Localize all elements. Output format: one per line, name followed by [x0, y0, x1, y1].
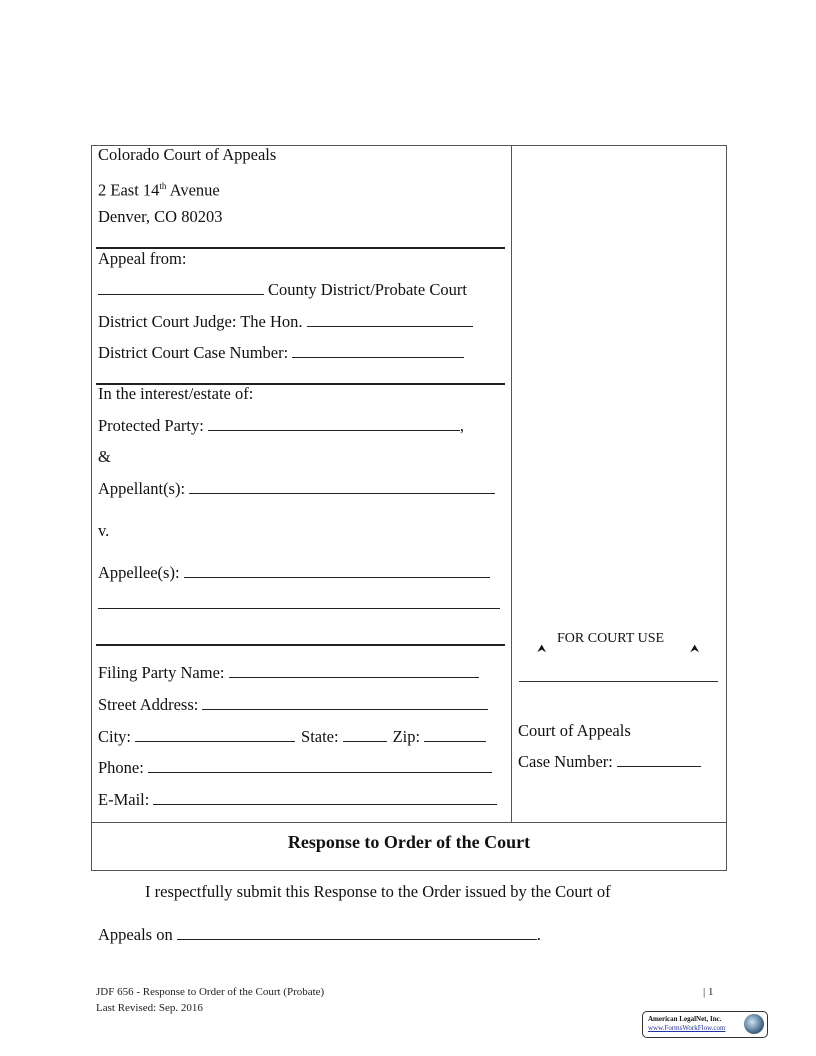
appellant-field[interactable]: Appellant(s):: [98, 479, 495, 499]
document-title: Response to Order of the Court: [287, 832, 531, 852]
phone-field[interactable]: Phone:: [98, 758, 492, 778]
versus: v.: [98, 521, 110, 540]
appellee-field[interactable]: Appellee(s):: [98, 563, 490, 583]
column-divider: [511, 145, 512, 823]
filing-party-name-field[interactable]: Filing Party Name:: [98, 663, 479, 683]
page-number: | 1: [703, 986, 714, 998]
court-use-rule: [519, 681, 718, 682]
globe-icon: [744, 1014, 764, 1034]
court-street: 2 East 14th Avenue: [98, 180, 220, 200]
logo-name: American LegalNet, Inc.: [648, 1015, 722, 1023]
title-divider: [91, 822, 727, 823]
arrow-icon: ⮝: [537, 643, 547, 655]
footer-revised: Last Revised: Sep. 2016: [96, 1002, 203, 1014]
interest-label: In the interest/estate of:: [98, 384, 254, 403]
for-court-use-label: FOR COURT USE: [557, 631, 665, 646]
ampersand: &: [98, 447, 111, 466]
street-address-field[interactable]: Street Address:: [98, 695, 488, 715]
footer-form: JDF 656 - Response to Order of the Court (Probate): [96, 986, 325, 998]
email-field[interactable]: E-Mail:: [98, 790, 497, 810]
judge-field[interactable]: District Court Judge: The Hon.: [98, 312, 473, 332]
city-state-zip-field[interactable]: City: State: Zip:: [98, 727, 486, 747]
section-rule: [96, 644, 505, 646]
arrow-icon: ⮝: [690, 643, 700, 655]
court-name: Colorado Court of Appeals: [98, 145, 277, 164]
logo-link[interactable]: www.FormsWorkFlow.com: [648, 1024, 726, 1032]
american-legalnet-logo[interactable]: [642, 1011, 768, 1038]
county-court-field[interactable]: County District/Probate Court: [98, 280, 467, 300]
appellee-extra-field[interactable]: [98, 594, 500, 614]
appeal-label: Appeal from:: [98, 249, 187, 268]
court-city: Denver, CO 80203: [98, 207, 223, 226]
district-case-number-field[interactable]: District Court Case Number:: [98, 343, 464, 363]
court-of-appeals-label: Court of Appeals: [518, 721, 631, 740]
appeals-case-number-field[interactable]: Case Number:: [518, 752, 701, 772]
protected-party-field[interactable]: Protected Party: ,: [98, 416, 464, 435]
body-line-1: I respectfully submit this Response to the Order issued by the Court of: [145, 882, 611, 901]
order-date-field[interactable]: Appeals on .: [98, 925, 541, 944]
